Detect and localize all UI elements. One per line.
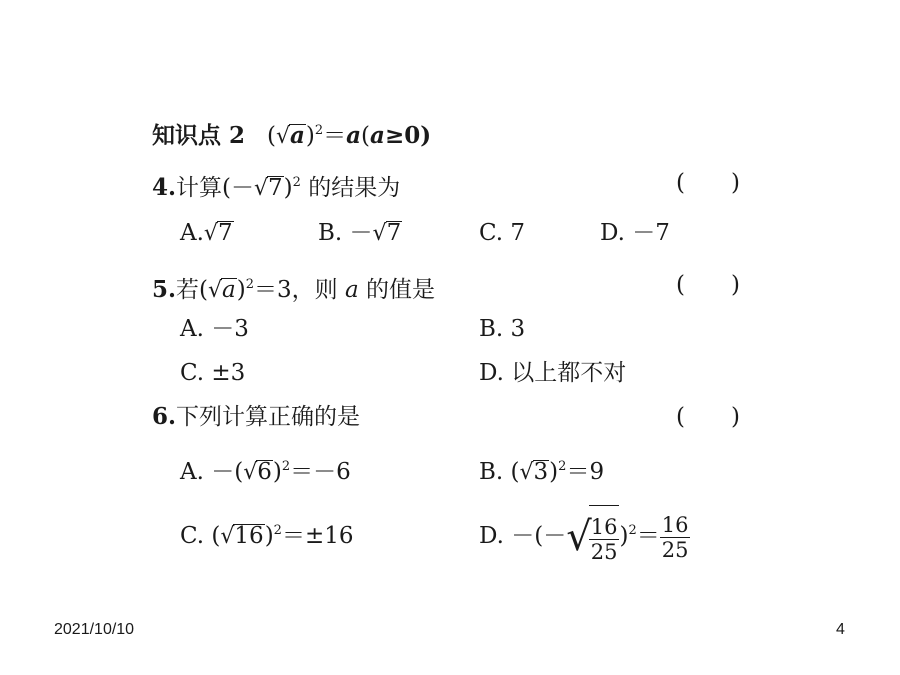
option-prefix: C. ( [180, 523, 221, 549]
radicand: 7 [217, 220, 233, 246]
heading-paren-open: ( [266, 123, 276, 149]
radical-sign: √ [254, 176, 269, 201]
question-text-post: 的结果为 [300, 175, 401, 201]
paren-close: ) [283, 175, 293, 201]
option-label: B. － [318, 220, 373, 246]
option-c-q4: C. 7 [479, 220, 526, 246]
option-c-q6 [180, 516, 354, 552]
heading-exponent: 2 [314, 123, 324, 138]
option-b-q5: B. 3 [479, 316, 526, 342]
radicand: a [222, 277, 236, 303]
heading-cond-open: ( [361, 123, 371, 149]
result-fraction [660, 513, 691, 562]
question-text-pre: 若( [176, 277, 208, 303]
exponent: 2 [281, 459, 291, 474]
denominator: 25 [590, 540, 618, 564]
heading-equals: ＝ [323, 123, 347, 149]
heading-radicand: a [289, 122, 305, 149]
option-d-q4: D. －7 [600, 220, 670, 246]
paren-close: ) [272, 459, 282, 485]
option-suffix: ＝±16 [281, 523, 354, 549]
question-text-post: ＝3，则 [254, 277, 345, 303]
radicand: 6 [257, 459, 272, 485]
exponent: 2 [558, 459, 567, 474]
option-suffix: ＝9 [566, 459, 605, 485]
radicand: 7 [268, 175, 283, 201]
radical-sign: √ [243, 460, 258, 485]
radical-sign: √ [372, 221, 387, 246]
option-label: A. [180, 220, 204, 246]
heading-label: 知识点 2 [152, 122, 246, 149]
option-b-q6 [479, 452, 604, 488]
fraction-radicand [589, 505, 620, 570]
option-c-q5: C. ±3 [180, 360, 246, 386]
heading-paren-close: ) [305, 123, 315, 149]
footer-date: 2021/10/10 [54, 621, 135, 638]
radical-sign: √ [208, 278, 223, 303]
question-number: 5. [152, 276, 177, 303]
question-5 [152, 270, 435, 306]
paren-close: ) [264, 523, 274, 549]
equals-sign: ＝ [636, 523, 660, 549]
exponent: 2 [292, 175, 301, 190]
option-a-q5: A. －3 [180, 316, 249, 342]
radical-sign: √ [275, 124, 290, 149]
option-prefix: B. ( [479, 459, 520, 485]
question-number: 4. [152, 174, 177, 201]
variable: a [344, 277, 359, 303]
answer-paren-q5: ( ) [676, 272, 740, 298]
heading-rhs-var: a [346, 122, 362, 149]
option-b-q4 [318, 218, 402, 249]
option-a-q4 [180, 218, 234, 249]
denominator: 25 [661, 537, 689, 562]
exponent: 2 [273, 523, 282, 538]
question-4 [152, 168, 400, 204]
question-6 [152, 402, 360, 432]
question-text: 下列计算正确的是 [176, 404, 361, 430]
heading-cond: ≥0) [384, 122, 432, 149]
exponent: 2 [245, 277, 255, 292]
radicand: 3 [533, 459, 549, 485]
heading-cond-var: a [370, 122, 385, 149]
option-prefix: D. －(－ [479, 523, 567, 549]
paren-close: ) [619, 523, 629, 549]
page-number: 4 [836, 621, 845, 638]
answer-paren-q4: ( ) [676, 170, 740, 196]
answer-paren-q6: ( ) [676, 404, 740, 430]
radicand: 16 [234, 523, 264, 549]
numerator: 16 [661, 512, 689, 537]
option-prefix: A. －( [180, 459, 244, 485]
radical-sign: √ [203, 221, 218, 246]
option-d-q6 [479, 500, 690, 562]
fraction [589, 515, 620, 564]
question-text-pre: 计算(－ [176, 175, 254, 201]
question-text-end: 的值是 [358, 277, 435, 303]
radicand: 7 [386, 220, 402, 246]
paren-close: ) [236, 277, 246, 303]
option-suffix: ＝－6 [290, 459, 351, 485]
option-d-q5: D. 以上都不对 [479, 360, 627, 386]
radical-sign: √ [519, 460, 534, 485]
exponent: 2 [628, 523, 637, 538]
question-number: 6. [152, 403, 177, 430]
numerator: 16 [590, 515, 618, 539]
knowledge-point-heading [152, 116, 431, 152]
radical-sign: √ [566, 514, 592, 560]
paren-close: ) [549, 459, 559, 485]
radical-sign: √ [220, 524, 235, 549]
option-a-q6 [180, 452, 351, 488]
